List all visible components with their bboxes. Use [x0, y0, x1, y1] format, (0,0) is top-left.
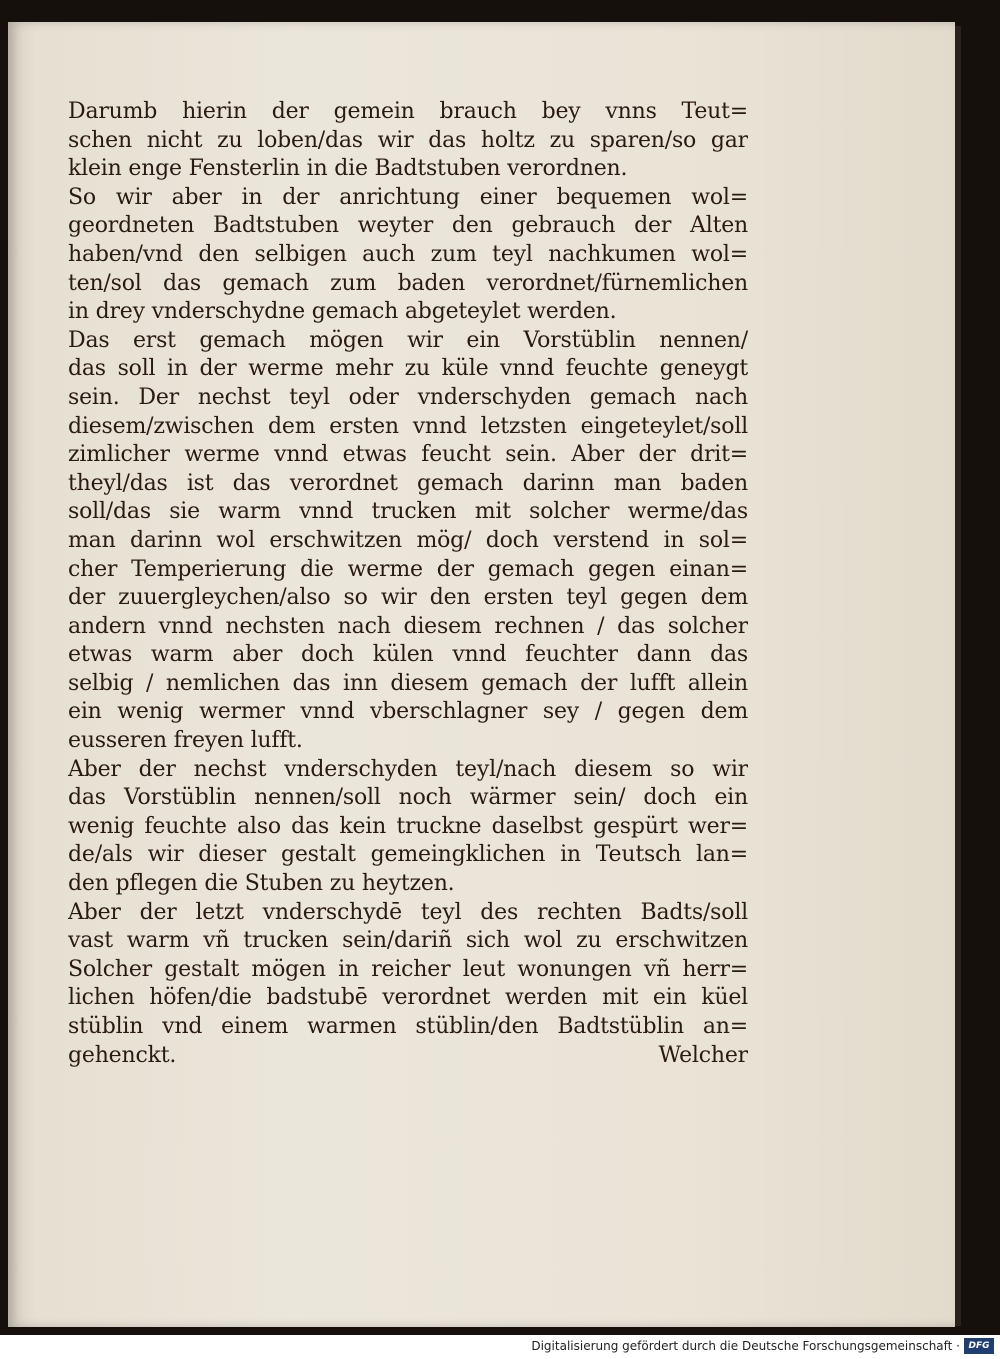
text-line: haben/vnd den selbigen auch zum teyl nachkumen wol= — [68, 241, 748, 267]
text-line: das soll in der werme mehr zu küle vnnd feuchte geneygt — [68, 356, 748, 382]
text-line: das Vorstüblin nennen/soll noch wärmer sein/ doch ein — [68, 785, 748, 811]
text-line: So wir aber in der anrichtung einer bequemen wol= — [68, 184, 748, 210]
text-line: lichen höfen/die badstubē verordnet werden mit ein küel — [68, 985, 748, 1011]
text-line: gehenckt. — [68, 1042, 177, 1068]
text-line: wenig feuchte also das kein trucknе daselbst gespürt wer= — [68, 813, 748, 839]
dfg-logo-icon: DFG — [964, 1338, 994, 1354]
text-line: andern vnnd nechsten nach diesem rechnen / das solcher — [68, 613, 748, 639]
text-line: de/als wir dieser gestalt gemeingklichen in Teutsch lan= — [68, 842, 748, 868]
text-line: geordneten Badtstuben weyter den gebrauch der Alten — [68, 213, 748, 239]
text-line: ein wenig wermer vnnd vberschlagner sey / gegen dem — [68, 699, 748, 725]
text-line: Aber der letzt vnderschydē teyl des rechten Badts/soll — [68, 899, 748, 925]
text-line: selbig / nemlichen das inn diesem gemach der lufft allein — [68, 670, 748, 696]
text-line: etwas warm aber doch külen vnnd feuchter dann das — [68, 642, 748, 668]
funding-credit: Digitalisierung gefördert durch die Deutsche Forschungsgemeinschaft · — [531, 1339, 960, 1353]
text-line: in drey vnderschydne gemach abgeteylet werden. — [68, 299, 617, 325]
text-line: schen nicht zu loben/das wir das holtz zu sparen/so gar — [68, 127, 748, 153]
text-line: Aber der nechst vnderschyden teyl/nach diesem so wir — [68, 756, 748, 782]
text-line: Das erst gemach mögen wir ein Vorstüblin nennen/ — [68, 327, 748, 353]
text-line: eusseren freyen lufft. — [68, 728, 303, 754]
text-line: der zuuergleychen/also so wir den ersten teyl gegen dem — [68, 585, 748, 611]
text-line: ten/sol das gemach zum baden verordnet/fürnemlichen — [68, 270, 748, 296]
text-line: zimlicher werme vnnd etwas feucht sein. Aber der drit= — [68, 442, 748, 468]
text-line: cher Temperierung die werme der gemach gegen einan= — [68, 556, 748, 582]
page-edge — [955, 26, 961, 1326]
text-line: soll/das sie warm vnnd trucken mit solcher werme/das — [68, 499, 748, 525]
text-line: man darinn wol erschwitzen mög/ doch verstend in sol= — [68, 527, 748, 553]
last-line — [68, 1042, 748, 1071]
text-line: sein. Der nechst teyl oder vnderschyden gemach nach — [68, 384, 748, 410]
text-line: vast warm vñ trucken sein/dariñ sich wol zu erschwitzen — [68, 928, 748, 954]
catchword: Welcher — [658, 1042, 748, 1068]
text-line: klein enge Fensterlin in die Badtstuben verordnen. — [68, 156, 628, 182]
text-line: diesem/zwischen dem ersten vnnd letzsten eingeteylet/soll — [68, 413, 748, 439]
text-line: Solcher gestalt mögen in reicher leut wonungen vñ herr= — [68, 956, 748, 982]
text-line: den pflegen die Stuben zu heytzen. — [68, 871, 455, 897]
text-line: stüblin vnd einem warmen stüblin/den Badtstüblin an= — [68, 1014, 748, 1039]
page-text — [68, 98, 748, 1070]
text-line: Darumb hierin der gemein brauch bey vnns Teut= — [68, 99, 748, 124]
footer-bar — [0, 1335, 1000, 1359]
text-line: theyl/das ist das verordnet gemach darinn man baden — [68, 470, 748, 496]
